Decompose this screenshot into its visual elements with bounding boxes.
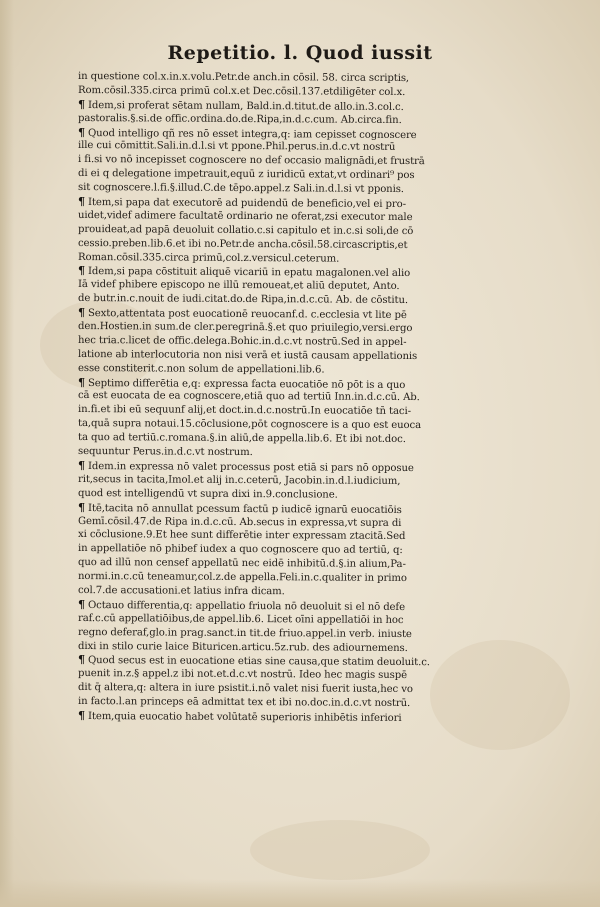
line-text: ta,quā supra notaui.15.cōclusione,pōt cognoscere is a quo est euoca [77, 418, 422, 432]
line-text: Gemī.cōsil.47.de Ripa in.d.c.cū. Ab.secus in expressa,vt supra di [77, 515, 402, 529]
paragraph-mark-icon: ¶ [77, 97, 85, 111]
line-text: den.Hostien.in sum.de cler.peregrinā.§.et quo priuilegio,versi.ergo [77, 321, 413, 335]
line-text: rit,secus in tacita,Imol.et alij in.c.ceterū, Jacobin.in.d.l.iudicium, [77, 473, 401, 487]
line-text: Rom.cōsil.335.circa primū col.x.et Dec.cōsil.137.etdiligēter col.x. [77, 84, 406, 98]
line-text: Idem,si papa cōstituit aliquē vicariū in epatu magalonen.vel alio [87, 266, 411, 280]
line-text: regno deferaf,glo.in prag.sanct.in tit.de friuo.appel.in verb. iniuste [77, 626, 412, 640]
line-text: Septimo differētia e,q: expressa facta euocatiōe nō pōt is a quo [87, 377, 406, 391]
page-edge-shadow [0, 0, 14, 907]
line-text: sequuntur Perus.in.d.c.vt nostrum. [77, 446, 253, 459]
line-text: hec tria.c.licet de offic.delega.Bohic.in.d.c.vt nostrū.Sed in appel- [77, 334, 407, 348]
paragraph-mark-icon: ¶ [77, 597, 85, 611]
line-text: Item,quia euocatio habet volūtatē superioris inhibētis inferiori [87, 711, 402, 724]
line-text: prouideat,ad papā deuoluit collatio.c.si capitulo et in.c.si soli,de cō [77, 223, 414, 237]
line-text: col.7.de accusationi.et latius infra dicam. [77, 584, 285, 598]
line-text: in.fi.et ibi eū sequunf alij,et doct.in.d.c.nostrū.In euocatiōe tn̄ taci- [77, 404, 411, 418]
line-text: Quod secus est in euocatione etias sine causa,que statim deuoluit.c. [87, 655, 430, 669]
paragraph-mark-icon: ¶ [77, 458, 85, 472]
line-text: de butr.in.c.nouit de iudi.citat.do.de Ripa,in.d.c.cū. Ab. de cōstitu. [77, 293, 409, 307]
line-text: ille cui cōmittit.Sali.in.d.l.si vt ppone.Phil.perus.in.d.c.vt nostrū [77, 140, 396, 154]
line-text: in facto.l.an princeps eā admittat tex et ibi no.doc.in.d.c.vt nostrū. [77, 696, 411, 710]
line-text: Iā videf phibere episcopo ne illū remoueat,et aliū deputet, Anto. [77, 279, 400, 293]
line-text: quo ad illū non censef appellatū nec eidē inhibitū.d.§.in alium,Pa- [77, 557, 406, 571]
line-text: Sexto,attentata post euocationē reuocanf.d. c.ecclesia vt lite pē [87, 308, 407, 322]
paragraph-mark-icon: ¶ [77, 375, 85, 389]
line-text: esse constiterit.c.non solum de appellationi.lib.6. [77, 362, 325, 376]
line-text: cā est euocata de ea cognoscere,etiā quo ad tertiū Inn.in.d.c.cū. Ab. [77, 390, 420, 404]
paragraph-mark-icon: ¶ [77, 653, 85, 667]
line-text: ta quo ad tertiū.c.romana.§.in aliū,de appella.lib.6. Et ibi not.doc. [77, 432, 406, 446]
line-text: raf.c.cū appellatiōibus,de appel.lib.6. Licet oīni appellatiōi in hoc [77, 612, 404, 626]
line-text: in questione col.x.in.x.volu.Petr.de anch.in cōsil. 58. circa scriptis, [77, 71, 410, 85]
line-text: quod est intelligendū vt supra dixi in.9.conclusione. [77, 487, 338, 501]
line-text: Item,si papa dat executorē ad puidendū de beneficio,vel ei pro- [87, 197, 406, 211]
paragraph-mark-icon: ¶ [77, 708, 85, 723]
paragraph-mark-icon: ¶ [77, 125, 85, 139]
paper-stain [250, 820, 430, 880]
paragraph-mark-icon: ¶ [77, 264, 85, 278]
line-text: in appellatiōe nō phibef iudex a quo cognoscere quo ad tertiū, q: [77, 543, 403, 557]
line-text: puenit in.z.§ appel.z ibi not.et.d.c.vt nostrū. Ideo hec magis suspē [77, 668, 408, 682]
line-text: Itē,tacita nō annullat pcessum factū p iudicē ignarū euocatiōis [87, 502, 402, 516]
line-text: cessio.preben.lib.6.et ibi no.Petr.de ancha.cōsil.58.circascriptis,et [77, 237, 408, 251]
line-text: dit q̄ altera,q: altera in iure psistit.i.nō valet nisi fuerit iusta,hec vo [77, 682, 413, 696]
page-bottom-shadow [0, 879, 600, 907]
line-text: di ei q delegatione impetrauit,equū z iuridicū extat,vt ordinari⁹ pos [77, 168, 415, 182]
line-text: uidet,videf adimere facultatē ordinario ne oferat,zsi executor male [77, 209, 413, 223]
text-line [78, 709, 580, 726]
line-text: Roman.cōsil.335.circa primū,col.z.versicul.ceterum. [77, 251, 340, 265]
line-text: pastoralis.§.si.de offic.ordina.do.de.Ripa,in.d.c.cum. Ab.circa.fin. [77, 112, 402, 126]
paragraph-mark-icon: ¶ [77, 306, 85, 320]
body-text [78, 70, 580, 723]
paragraph-mark-icon: ¶ [77, 500, 85, 514]
line-text: i fi.si vo nō incepisset cognoscere no def occasio malignādi,et frustrā [77, 154, 425, 168]
line-text: latione ab interlocutoria non nisi verā et iustā causam appellationis [77, 348, 418, 362]
line-text: Idem,si proferat sētam nullam, Bald.in.d.titut.de allo.in.3.col.c. [87, 99, 404, 113]
line-text: dixi in stilo curie laice Bituricen.articu.5z.rub. des adiournemens. [77, 640, 408, 654]
running-head: Repetitio. l. Quod iussit [167, 42, 433, 64]
line-text: normi.in.c.cū teneamur,col.z.de appella.Feli.in.c.qualiter in primo [77, 571, 407, 585]
line-text: xi cōclusione.9.Et hee sunt differētie inter expressam ztacitā.Sed [77, 529, 406, 543]
line-text: Idem.in expressa nō valet processus post etiā si pars nō opposue [87, 460, 414, 474]
line-text: Quod intelligo qñ res nō esset integra,q: iam cepisset cognoscere [87, 127, 417, 141]
line-text: Octauo differentia,q: appellatio friuola nō deuoluit si el nō defe [87, 599, 405, 613]
line-text: sit cognoscere.l.fi.§.illud.C.de tēpo.appel.z Sali.in.d.l.si vt pponis. [77, 182, 404, 196]
paragraph-mark-icon: ¶ [77, 195, 85, 209]
